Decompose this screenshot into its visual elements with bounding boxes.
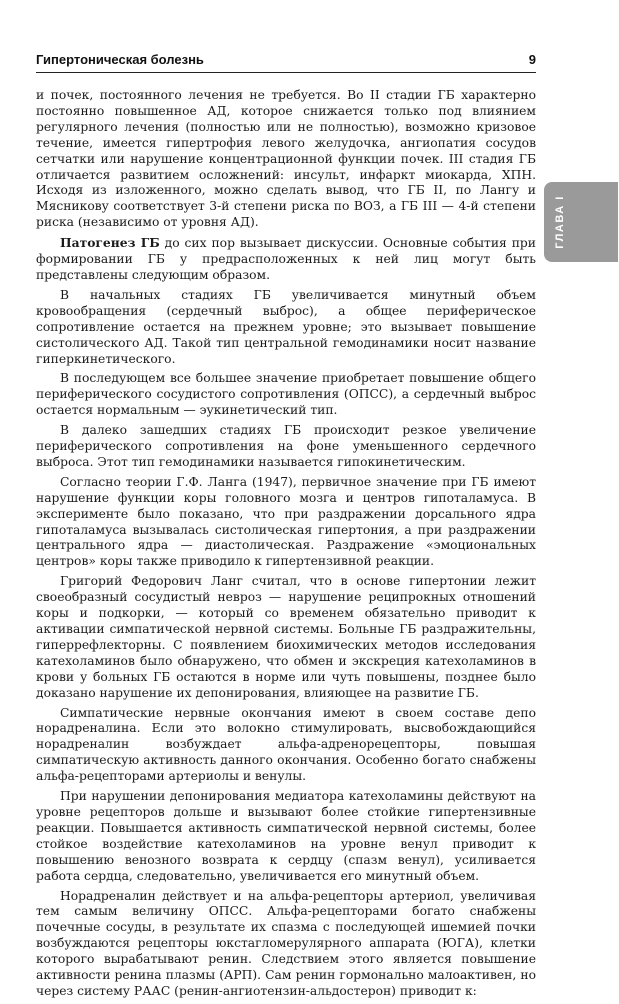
paragraph: При нарушении депонирования медиатора катехоламины действуют на уровне рецепторов дольше и вызывают более стойкие гипертензивные реакции. Повышается активность симпатической нервной системы, более стойкое воздействие катехоламинов на уровне венул приводит к повышению венозного возврата к сердцу (спазм венул), усиливается работа сердца, следовательно, увеличивается его минутный объем. xyxy=(36,789,536,883)
page-number: 9 xyxy=(528,52,536,67)
paragraph: Норадреналин действует и на альфа-рецепторы артериол, увеличивая тем самым величину ОПСС. Альфа-рецепторами богато снабжены почечные сосуды, в результате их спазма с последующей ишемией почки возбуждаются рецепторы юкстагломерулярного аппарата (ЮГА), клетки которого вырабатывают ренин. Следствием этого является повышение активности ренина плазмы (АРП). Сам ренин гормонально малоактивен, но через систему РААС (ренин-ангиотензин-альдостерон) приводит к: xyxy=(36,888,536,998)
chapter-tab-label: ГЛАВА I xyxy=(554,195,567,249)
paragraph: В начальных стадиях ГБ увеличивается минутный объем кровообращения (сердечный выброс), а общее периферическое сопротивление остается на прежнем уровне; это вызывает повышение систолического АД. Такой тип центральной гемодинамики носит название гиперкинетического. xyxy=(36,287,536,366)
header-rule xyxy=(36,72,536,73)
paragraph: В последующем все большее значение приобретает повышение общего периферического сосудистого сопротивления (ОПСС), а сердечный выброс остается нормальным — эукинетический тип. xyxy=(36,371,536,418)
body-text xyxy=(36,88,536,1004)
paragraph: В далеко зашедших стадиях ГБ происходит резкое увеличение периферического сопротивления на фоне уменьшенного сердечного выброса. Этот тип гемодинамики называется гипокинетическим. xyxy=(36,423,536,469)
paragraph: Симпатические нервные окончания имеют в своем составе депо норадреналина. Если это волокно стимулировать, высвобождающийся норадреналин возбуждает альфа-адренорецепторы, повышая симпатическую активность данного окончания. Особенно богато снабжены альфа-рецепторами артериолы и венулы. xyxy=(36,705,536,784)
paragraph: Григорий Федорович Ланг считал, что в основе гипертонии лежит своеобразный сосудистый невроз — нарушение реципрокных отношений коры и подкорки, — который со временем обязательно приводит к активации симпатической нервной системы. Больные ГБ раздражительны, гиперрефлекторны. С появлением биохимических методов исследования катехоламинов было обнаружено, что обмен и экскреция катехоламинов в крови у больных ГБ остаются в норме или чуть повышены, позднее было доказано нарушение их депонирования, влияющее на развитие ГБ. xyxy=(36,574,536,700)
paragraph-pathogenesis xyxy=(36,235,536,284)
running-title: Гипертоническая болезнь xyxy=(36,52,204,67)
pathogenesis-lead: Патогенез ГБ xyxy=(60,235,160,251)
chapter-tab-label-box xyxy=(548,186,572,258)
paragraph: и почек, постоянного лечения не требуется. Во II стадии ГБ характерно постоянно повышенное АД, которое снижается только под влиянием регулярного лечения (полностью или не полностью), возможно кризовое течение, имеется гипертрофия левого желудочка, ангиопатия сосудов сетчатки или нарушение концентрационной функции почек. III стадия ГБ отличается развитием осложнений: инсульт, инфаркт миокарда, ХПН. Исходя из изложенного, можно сделать вывод, что ГБ II, по Лангу и Мясникову соответствует 3-й степени риска по ВОЗ, а ГБ III — 4-й степени риска (независимо от уровня АД). xyxy=(36,88,536,230)
paragraph-text: до сих пор вызывает дискуссии. Основные события при формировании ГБ у предрасположенных к ней лиц могут быть представлены следующим образом. xyxy=(36,236,536,282)
paragraph: Согласно теории Г.Ф. Ланга (1947), первичное значение при ГБ имеют нарушение функции коры головного мозга и центров гипоталамуса. В эксперименте было показано, что при раздражении дорсального ядра гипоталамуса вызывалась систолическая гипертония, а при раздражении центрального ядра — диастолическая. Раздражение «эмоциональных центров» коры также приводило к гипертензивной реакции. xyxy=(36,474,536,569)
